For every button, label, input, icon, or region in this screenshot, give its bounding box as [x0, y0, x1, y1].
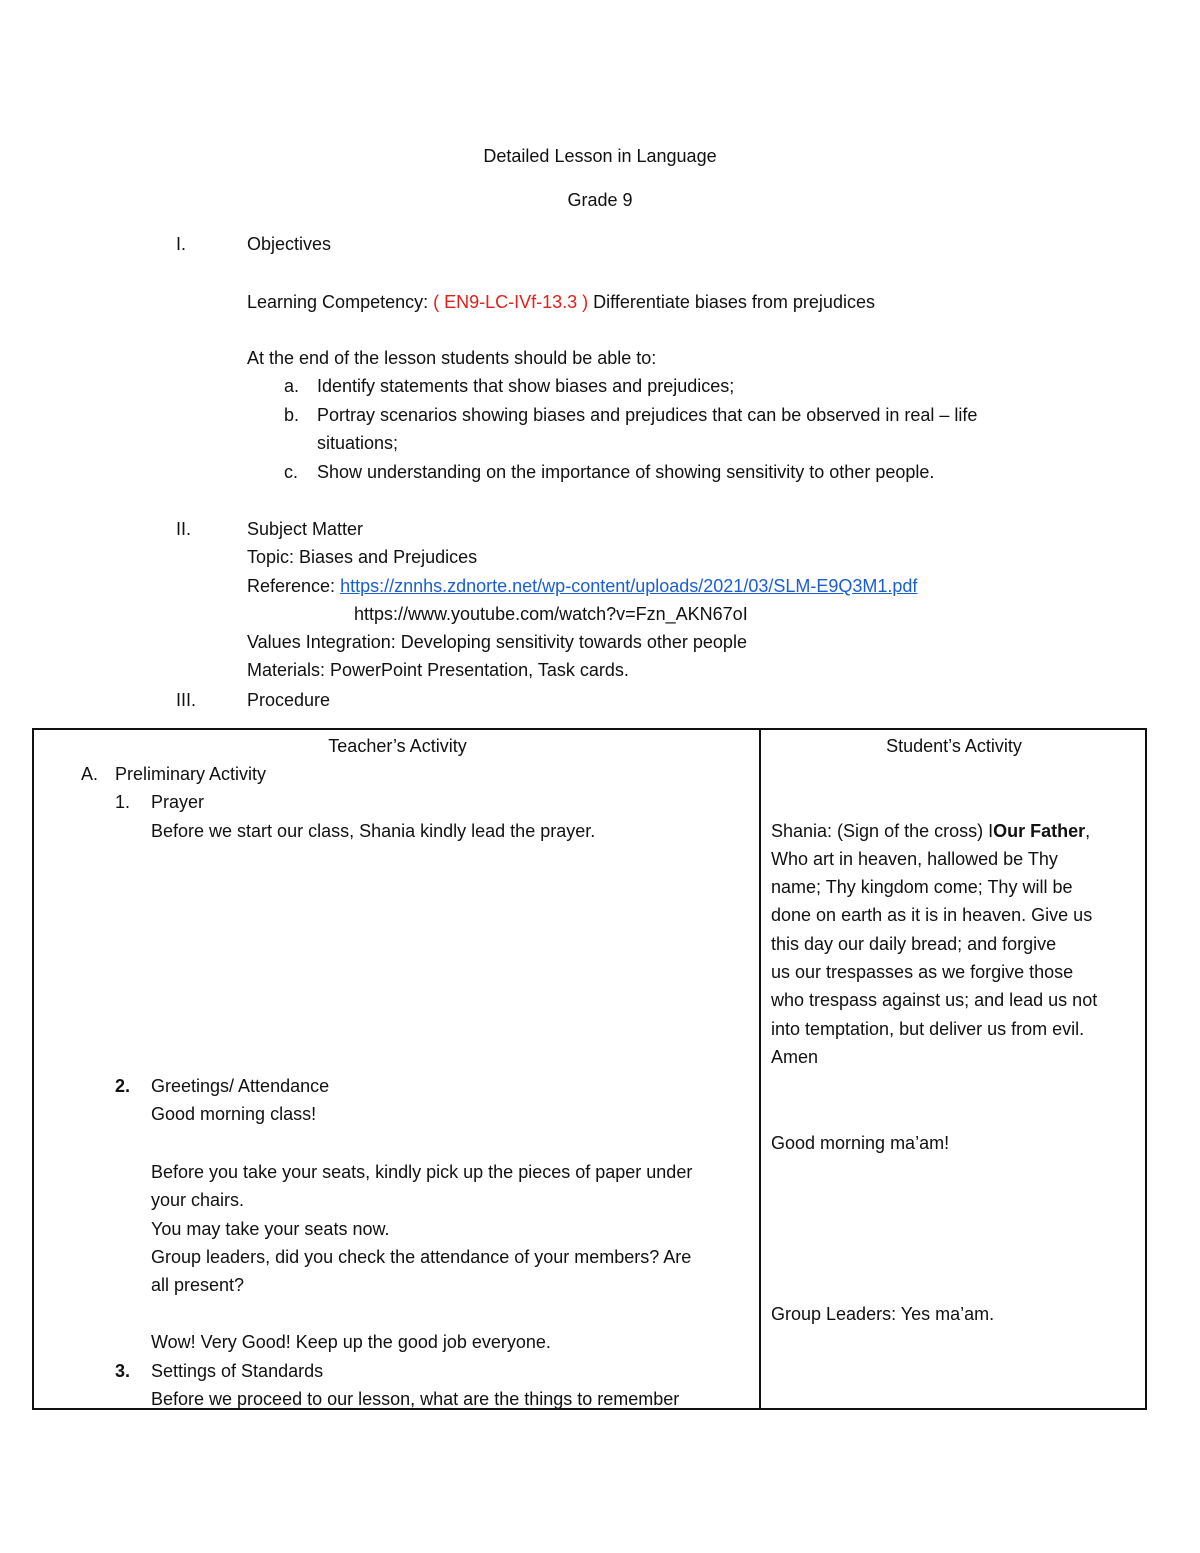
prayer-response-line: this day our daily bread; and forgive	[771, 934, 1057, 954]
attendance-response: Group Leaders: Yes ma’am.	[771, 1304, 995, 1324]
prayer-response-first-line: Shania: (Sign of the cross) IOur Father,	[771, 821, 1091, 841]
seats-line-2: your chairs.	[151, 1190, 245, 1210]
document-title: Detailed Lesson in Language	[483, 146, 717, 166]
section-2-title: Subject Matter	[247, 519, 364, 539]
objective-letter-c: c.	[284, 462, 299, 482]
learning-competency	[247, 290, 875, 314]
objective-b-line-2: situations;	[317, 433, 399, 453]
competency-text: Differentiate biases from prejudices	[588, 292, 875, 312]
prayer-response-line: name; Thy kingdom come; Thy will be	[771, 877, 1073, 897]
seats-line-4: Group leaders, did you check the attendance of your members? Are	[151, 1247, 692, 1267]
section-1-numeral: I.	[176, 234, 187, 254]
greeting-response: Good morning ma’am!	[771, 1133, 950, 1153]
seats-line-5: all present?	[151, 1275, 245, 1295]
objective-b-line-1: Portray scenarios showing biases and prejudices that can be observed in real – life	[317, 405, 978, 425]
greetings-text: Good morning class!	[151, 1104, 317, 1124]
reference-link-2: https://www.youtube.com/watch?v=Fzn_AKN67oI	[354, 604, 748, 624]
objective-letter-b: b.	[284, 405, 300, 425]
objectives-intro: At the end of the lesson students should be able to:	[247, 348, 657, 368]
prayer-response-line: us our trespasses as we forgive those	[771, 962, 1074, 982]
objective-a: Identify statements that show biases and prejudices;	[317, 376, 735, 396]
greetings-title: Greetings/ Attendance	[151, 1076, 330, 1096]
objective-letter-a: a.	[284, 376, 300, 396]
prelim-title: Preliminary Activity	[115, 764, 267, 784]
student-activity-header: Student’s Activity	[886, 736, 1022, 756]
prayer-title: Prayer	[151, 792, 205, 812]
reference-label: Reference:	[247, 576, 341, 596]
standards-number: 3.	[115, 1361, 131, 1381]
prayer-response-line: Who art in heaven, hallowed be Thy	[771, 849, 1058, 869]
teacher-activity-column	[33, 729, 760, 1409]
standards-title: Settings of Standards	[151, 1361, 324, 1381]
reference	[247, 574, 917, 598]
prayer-response-line: who trespass against us; and lead us not	[771, 990, 1098, 1010]
prayer-response-line: Amen	[771, 1047, 819, 1067]
prayer-response-speaker: Shania: (Sign of the cross) I	[771, 821, 994, 841]
teacher-activity-header: Teacher’s Activity	[328, 736, 467, 756]
reference-link[interactable]: https://znnhs.zdnorte.net/wp-content/uploads/2021/03/SLM-E9Q3M1.pdf	[340, 576, 918, 596]
prelim-letter: A.	[81, 764, 99, 784]
prayer-response-bold: Our Father	[993, 821, 1086, 841]
section-1-title: Objectives	[247, 234, 332, 254]
prayer-response-line: into temptation, but deliver us from evil.	[771, 1019, 1085, 1039]
competency-label: Learning Competency:	[247, 292, 434, 312]
values-integration: Values Integration: Developing sensitivity towards other people	[247, 632, 747, 652]
section-3-numeral: III.	[176, 690, 197, 710]
prayer-instruction: Before we start our class, Shania kindly lead the prayer.	[151, 821, 596, 841]
grade-level: Grade 9	[567, 190, 633, 210]
procedure-table	[32, 728, 1147, 1410]
objective-c: Show understanding on the importance of showing sensitivity to other people.	[317, 462, 935, 482]
prayer-number: 1.	[115, 792, 131, 812]
greetings-number: 2.	[115, 1076, 131, 1096]
section-3-title: Procedure	[247, 690, 331, 710]
seats-line-3: You may take your seats now.	[151, 1219, 390, 1239]
prayer-response-line: done on earth as it is in heaven. Give us	[771, 905, 1093, 925]
praise-text: Wow! Very Good! Keep up the good job everyone.	[151, 1332, 551, 1352]
competency-code: ( EN9-LC-IVf-13.3 )	[433, 292, 589, 312]
materials: Materials: PowerPoint Presentation, Task cards.	[247, 660, 629, 680]
section-2-numeral: II.	[176, 519, 192, 539]
seats-line-1: Before you take your seats, kindly pick up the pieces of paper under	[151, 1162, 693, 1182]
standards-text: Before we proceed to our lesson, what are the things to remember	[151, 1389, 680, 1409]
topic: Topic: Biases and Prejudices	[247, 547, 478, 567]
student-activity-column	[760, 729, 1146, 1409]
